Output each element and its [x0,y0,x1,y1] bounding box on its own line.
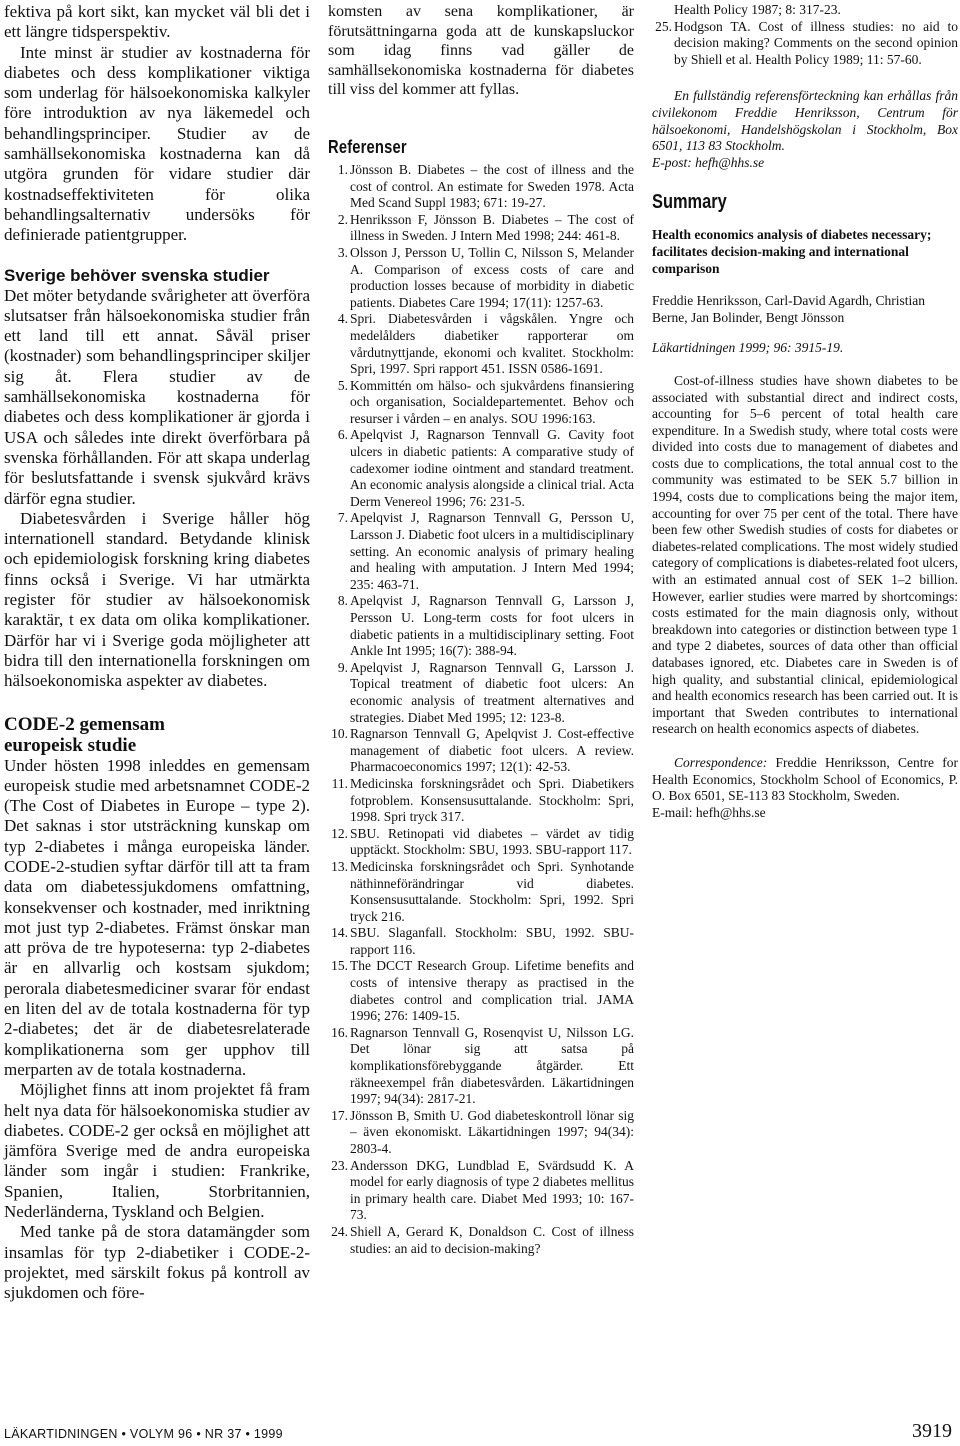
reference-number: 14. [331,925,348,941]
reference-text: Ragnarson Tennvall G, Apelqvist J. Cost-effective management of diabetic foot ulcers. A review. Pharmacoeconomics 1997; 12(1): 42-53. [350,726,634,775]
reference-item [328,776,634,826]
reference-list [328,162,634,1257]
reference-number: 7. [337,510,348,526]
reference-item [328,726,634,776]
reference-item [328,1158,634,1224]
reference-item [328,245,634,311]
column-middle [328,2,634,1257]
column-left [4,2,310,1304]
summary-title-line: Health economics analysis of diabetes necessary; [652,227,932,243]
reference-text: Ragnarson Tennvall G, Rosenqvist U, Nilsson LG. Det lönar sig att satsa på komplikationsförebyggande åtgärder. Ett räkneexempel från diabetesvården. Läkartidningen 1997; 94(34): 2817-21. [350,1024,634,1107]
reference-number: 25. [655,18,672,34]
paragraph: Under hösten 1998 inleddes en gemensam europeisk studie med arbetsnamnet CODE-2 (The Cost of Diabetes in Europe – type 2). Det saknas i stor utsträckning kunskap om typ 2-diabetes i många europeiska länder. CODE-2-studien syftar därför till att ta fram data om diabetessjukdomens omfattning, konsekvenser och kostnader, med inriktning mot just typ 2-diabetes. Främst önskar man att pröva de tre hypoteserna: typ 2-diabetes är en allvarlig och kostsam sjukdom; perorala diabetesmediciner svarar för endast en liten del av de totala kostnaderna för typ 2-diabetes; det är de diabetesrelaterade komplikationerna som ger upphov till merparten av de totala kostnaderna. [4,755,310,1079]
correspondence-label: Correspondence: [674,754,768,770]
section-heading: CODE-2 gemensam [4,713,165,735]
correspondence [652,755,958,805]
reference-item [328,925,634,958]
abstract: Cost-of-illness studies have shown diabetes to be associated with substantial direct and indirect costs, accounting for 5–6 percent of total health care expenditure. In a Swedish study, where total costs were divided into costs due to management of diabetes and costs due to complications, the total annual cost to the community was estimated to be SEK 5.7 billion in 1994, costs due to complications being the major item, accounting for over 75 per cent of the total. There have been few other Swedish studies of costs for diabetes or diabetes-related complications. The most widely studied category of complications is diabetes-related foot ulcers, with an estimated annual cost of SEK 1–2 billion. However, earlier studies were marred by shortcomings: costs estimated for the main diagnosis only, without breakdown into categories or distinction between type 1 and type 2 diabetes, sources of data other than official databases ignored, etc. Diabetes care in Sweden is of high quality, and substantial clinical, epidemiological and health economics research has been carried out. It is important that Sweden contributes to international research on health economics aspects of diabetes. [652,372,958,737]
paragraph: Inte minst är studier av kostnaderna för diabetes och dess komplikationer viktiga som underlag för hälsoekonomiska kalkyler före introduktion av nya läkemedel och behandlingsprinciper. Studier av de samhällsekonomiska kostnaderna kan då utgöra grunden för vidare studier där kostnadseffektiviteten för olika behandlingsalternativ undersöks för definierade patientgrupper. [4,42,310,245]
paragraph: Med tanke på de stora datamängder som insamlas för typ 2-diabetiker i CODE-2-projektet, med särskilt fokus på kontroll av sjukdomen och före- [4,1222,310,1303]
reference-number: 4. [337,311,348,327]
reference-number: 10. [331,726,348,742]
reference-item [328,826,634,859]
reference-item [652,19,958,69]
reference-text: Hodgson TA. Cost of illness studies: no aid to decision making? Comments on the second opinion by Shiell et al. Health Policy 1989; 11: 57-60. [674,18,958,67]
reference-text: Medicinska forskningsrådet och Spri. Diabetikers fotproblem. Konsensusuttalande. Stockholm: Spri, 1998. Spri tryck 317. [350,775,634,825]
reference-note: En fullständig referensförteckning kan erhållas från civilekonom Freddie Henriksson, Centrum för hälsoekonomi, Handelshögskolan i Stockholm, Box 6501, 113 83 Stockholm. [652,88,958,154]
reference-text: Henriksson F, Jönsson B. Diabetes – The cost of illness in Sweden. J Intern Med 1998; 244: 461-8. [350,211,634,244]
reference-text: Jönsson B, Smith U. God diabeteskontroll lönar sig – även ekonomiskt. Läkartidningen 1997; 94(34): 2803-4. [350,1107,634,1156]
reference-item [328,859,634,925]
reference-number: 2. [337,211,348,227]
correspondence-text: Freddie Henriksson, Centre for Health Economics, Stockholm School of Economics, P. O. Box 6501, SE-113 83 Stockholm, Sweden. [652,754,958,804]
reference-text: Andersson DKG, Lundblad E, Svärdsudd K. A model for early diagnosis of type 2 diabetes mellitus in primary health care. Diabet Med 1993; 10: 167-73. [350,1157,634,1223]
paragraph: komsten av sena komplikationer, är förutsättningarna goda att de kunskapsluckor som idag finns vad gäller de samhällsekonomiska kostnaderna för diabetes till viss del kommer att fyllas. [328,3,634,99]
reference-text: The DCCT Research Group. Lifetime benefits and costs of intensive therapy as practised in the diabetes control and complication trial. JAMA 1996; 276: 1409-15. [350,958,634,1024]
reference-number: 1. [337,161,348,177]
reference-item [328,958,634,1024]
authors: Freddie Henriksson, Carl-David Agardh, Christian Berne, Jan Bolinder, Bengt Jönsson [652,293,925,325]
reference-number: 8. [337,593,348,609]
reference-item [328,212,634,245]
paragraph: Diabetesvården i Sverige håller hög internationell standard. Betydande klinisk och epidemiologisk forskning kring diabetes finns också i Sverige. Vi har utmärkta register för studier av hälsoekonomisk karaktär, t ex data om olika komplikationer. Därför har vi i Sverige goda möjligheter att bidra till den internationella forskningen om hälsoekonomiska aspekter av diabetes. [4,508,310,691]
reference-number: 6. [337,427,348,443]
paragraph: Det möter betydande svårigheter att överföra slutsatser från hälsoekonomiska studier från ett land till ett annat. Såväl priser (kostnader) som behandlingsprinciper skiljer sig åt. Flera studier av de samhällsekonomiska kostnaderna för diabetes och dess komplikationer är gjorda i USA och således inte direkt överförbara på svenska förhållanden. För att skapa underlag för beslutsfattande i svensk sjukvård krävs därför egna studier. [4,285,310,508]
reference-text: Kommittén om hälso- och sjukvårdens finansiering och organisation, Socialdepartementet. Behov och resurser i vården – en analys. SOU 1996:163. [350,377,634,426]
reference-item [328,593,634,659]
reference-text: Shiell A, Gerard K, Donaldson C. Cost of illness studies: an aid to decision-making? [350,1223,634,1256]
reference-item [328,510,634,593]
reference-number: 9. [337,659,348,675]
reference-item [328,311,634,377]
reference-item [328,427,634,510]
reference-item [328,378,634,428]
reference-text: Apelqvist J, Ragnarson Tennvall G, Larsson J. Topical treatment of diabetic foot ulcers: An economic analysis of treatment alternatives and strategies. Diabet Med 1995; 12: 123-8. [350,659,634,725]
paragraph: Möjlighet finns att inom projektet få fram helt nya data för hälsoekonomiska studier av diabetes. CODE-2 ger också en möjlighet att jämföra Sverige med de andra europeiska länder som ingår i studien: Frankrike, Spanien, Italien, Storbritannien, Nederländerna, Tyskland och Belgien. [4,1080,310,1222]
reference-text: Olsson J, Persson U, Tollin C, Nilsson S, Melander A. Comparison of excess costs of care and production losses because of morbidity in diabetic patients. Diabetes Care 1994; 17(11): 1257-63. [350,244,634,310]
references-heading: Referenser [328,136,407,157]
section-heading: europeisk studie [4,734,137,756]
reference-text: SBU. Retinopati vid diabetes – värdet av tidig upptäckt. Stockholm: SBU, 1993. SBU-rapport 117. [350,825,634,858]
reference-number: 12. [331,825,348,841]
reference-item [328,1025,634,1108]
reference-number: 24. [331,1223,348,1239]
reference-item [328,660,634,726]
reference-item [328,1108,634,1158]
journal-footer: LÄKARTIDNINGEN • VOLYM 96 • NR 37 • 1999 [4,1427,283,1441]
section-heading: Sverige behöver svenska studier [4,265,270,285]
summary-title-line: facilitates decision-making and international comparison [652,243,909,276]
reference-number: 17. [331,1107,348,1123]
email-sv: E-post: hefh@hhs.se [652,154,765,170]
reference-text: Health Policy 1987; 8: 317-23. [674,2,841,17]
reference-number: 13. [331,858,348,874]
reference-text: Apelqvist J, Ragnarson Tennvall G, Larsson J, Persson U. Long-term costs for foot ulcers in diabetic patients in a multidisciplinary setting. Foot Ankle Int 1995; 16(7): 388-94. [350,593,634,659]
reference-list [652,2,958,68]
reference-item [328,162,634,212]
paragraph: fektiva på kort sikt, kan mycket väl bli det i ett längre tidsperspektiv. [4,2,310,42]
reference-number: 15. [331,958,348,974]
reference-number: 23. [331,1157,348,1173]
reference-number: 11. [331,775,348,791]
citation: Läkartidningen 1999; 96: 3915-19. [652,340,844,356]
reference-text: Apelqvist J, Ragnarson Tennvall G, Persson U, Larsson J. Diabetic foot ulcers in a multidisciplinary setting. An economic analysis of primary healing and healing with amputation. J Intern Med 1994; 235: 463-71. [350,510,634,592]
reference-number: 3. [337,244,348,260]
email-en: E-mail: hefh@hhs.se [652,804,766,820]
reference-text: Apelqvist J, Ragnarson Tennvall G. Cavity foot ulcers in diabetic patients: A comparative study of cadexomer iodine ointment and standard treatment. An economic analysis alongside a clinical trial. Acta Derm Venereol 1996; 76: 231-5. [350,427,634,509]
summary-heading: Summary [652,191,727,214]
reference-item [652,2,958,19]
reference-text: Spri. Diabetesvården i vågskålen. Yngre och medelålders diabetiker rapporterar om vårdutnyttjande, ekonomi och kvalitet. Stockholm: Spri, 1997. Spri rapport 451. ISSN 0586-1691. [350,311,634,377]
reference-item [328,1224,634,1257]
reference-text: Jönsson B. Diabetes – the cost of illness and the cost of control. An estimate for Sweden 1978. Acta Med Scand Suppl 1983; 671: 19-27. [350,161,634,211]
page-number: 3919 [912,1420,952,1442]
reference-number: 5. [337,377,348,393]
reference-text: SBU. Slaganfall. Stockholm: SBU, 1992. SBU-rapport 116. [350,925,634,957]
reference-number: 16. [331,1024,348,1040]
column-right [652,2,958,821]
reference-text: Medicinska forskningsrådet och Spri. Synhotande näthinneförändringar vid diabetes. Konsensusuttalande. Stockholm: Spri, 1992. Spri tryck 216. [350,858,634,924]
